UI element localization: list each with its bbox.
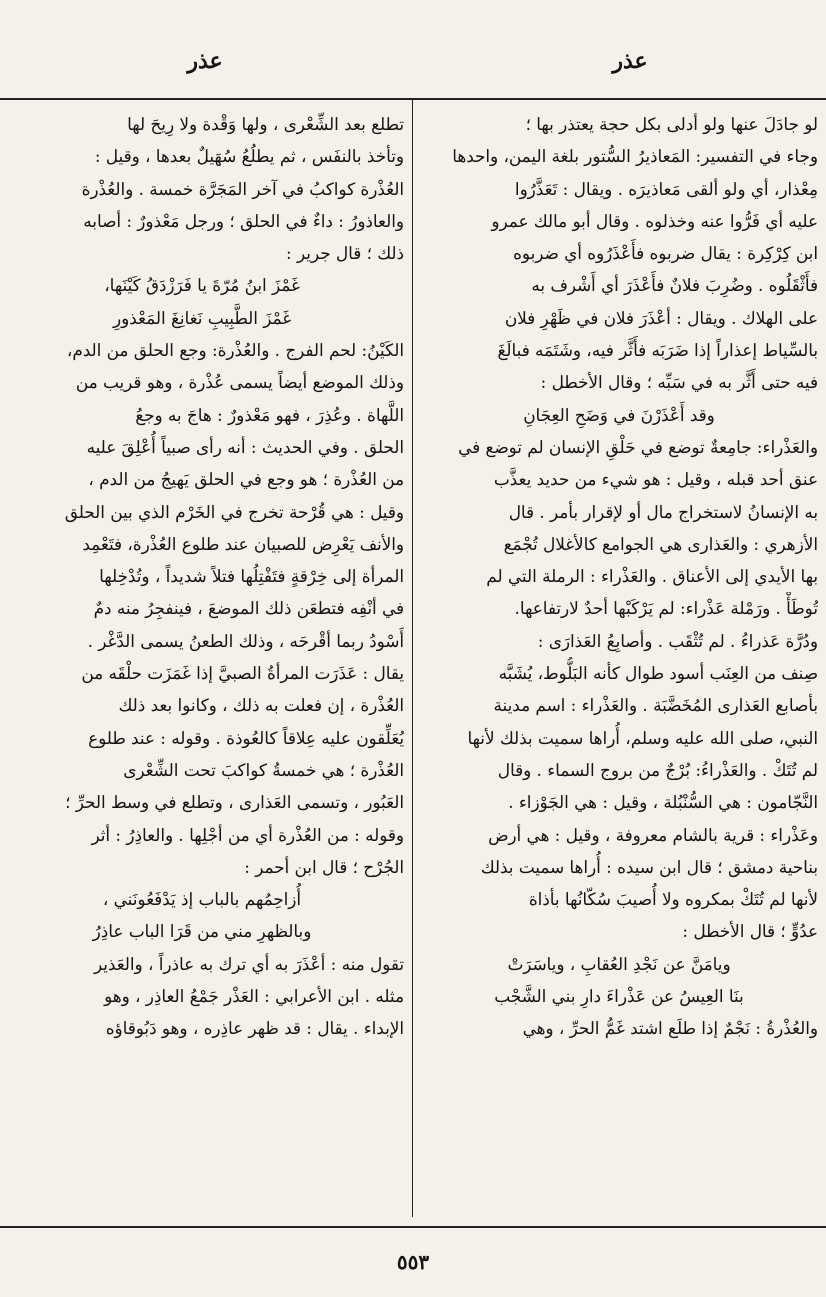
verse-line: وبالظهرِ مني من قَرَا الباب عاذِرُ — [92, 921, 312, 942]
text-line: من العُذْرة ؛ هو وجع في الحلق يَهيجُ من الدم ، — [88, 469, 404, 490]
verse-line: غَمْزَ ابنُ مُرّةَ يا فَرَزْدَقُ كَيْنَها، — [104, 275, 300, 296]
text-line: ابن كِرْكِرة : يقال ضربوه فأَعْذَرُوه أي ضربوه — [513, 243, 818, 264]
text-line: وذلك الموضع أيضاً يسمى عُذْرة ، وهو قريب من — [75, 372, 404, 393]
top-rule — [0, 98, 826, 100]
text-line: وعَذْراء : قرية بالشام معروفة ، وقيل : هي أرض — [488, 824, 818, 845]
header-word-right: عذر — [612, 48, 648, 74]
text-line: الأزهري : والعَذارى هي الجوامع كالأغلال تُجْمَع — [503, 533, 818, 554]
verse-line: أُزاحِمُهم بالباب إذ يَدْفَعُونَني ، — [102, 889, 302, 910]
text-line: أَسْودُ ربما أقْرحَه ، وذلك الطعنُ يسمى الدَّغْر . — [87, 630, 404, 651]
text-line: عليه أي فَرُّوا عنه وخذلوه . وقال أبو مالك عمرو — [491, 210, 818, 231]
text-line: النَّجّامون : هي السُّنْبُلة ، وقيل : هي الجَوْزاء . — [508, 792, 818, 813]
text-line: تطلع بعد الشِّعْرى ، ولها وَقْدة ولا رِيحَ لها — [127, 114, 404, 134]
text-line: على الهلاك . ويقال : أعْذَرَ فلان في ظَهْرِ فلان — [504, 307, 818, 328]
text-line: تقول منه : أعْذَرَ به أي ترك به عاذراً ، والعَذير — [93, 953, 404, 974]
text-line: والأنف يَعْرِض للصبيان عند طلوع العُذْرة، فتَعْمِد — [82, 533, 404, 554]
text-line: عدُوٍّ ؛ قال الأخطل : — [682, 921, 818, 942]
text-line: صِنف من العِنَب أسود طوال كأنه البَلُّوط، يُشَبَّه — [498, 663, 818, 684]
verse-line: بنَا العِيسُ عن عَذْراءَ دارِ بني الشَّجْب — [494, 986, 744, 1007]
text-line: وقيل : هي قُرْحة تخرج في الخَرْم الذي بين الحلق — [64, 501, 404, 522]
text-line: العَبُور ، وتسمى العَذارى ، وتطلع في وسط الحرِّ ؛ — [65, 792, 404, 813]
text-line: النبي، صلى الله عليه وسلم، أُراها سميت بذلك لأنها — [467, 727, 818, 748]
text-line: عنق أحد قبله ، وقيل : هو شيء من حديد يعذَّب — [493, 469, 818, 490]
text-line: العُذْرة ، إن فعلت به ذلك ، وكانوا بعد ذلك — [118, 695, 404, 716]
text-line: بالسِّياط إعذاراً إذا ضَرَبَه فأَثَّر فيه، وشَتَمَه فبالَغَ — [497, 340, 818, 361]
text-line: يقال : عَذَرَت المرأةُ الصبيَّ إذا غَمَزَت حلْقَه من — [81, 663, 404, 684]
left-column — [0, 108, 404, 1045]
text-line: المرأة إلى خِرْقةٍ فتَفْتِلُها فتلاً شديداً ، وتُدْخِلها — [99, 566, 404, 587]
text-line: يُعَلِّقون عليه عِلاقاً كالعُوذة . وقوله : عند طلوع — [88, 727, 404, 748]
verse-line: وقد أَعْذَرْنَ في وَضَحِ العِجَانِ — [523, 404, 715, 425]
text-line: لأنها لم تُتَكْ بمكروه ولا أُصيبَ سُكّانُها بأذاة — [528, 889, 818, 910]
text-line: مثله . ابن الأعرابي : العَذْر جَمْعُ العاذِر ، وهو — [104, 986, 404, 1007]
text-line: لم تُتَكْ . والعَذْراءُ: بُرْجٌ من بروج السماء . وقال — [497, 759, 818, 780]
text-line: والعُذْرةُ : نَجْمٌ إذا طلَع اشتد غَمُّ الحرِّ ، وهي — [522, 1018, 818, 1039]
text-line: وجاء في التفسير: المَعاذيرُ السُّتور بلغة اليمن، واحدها — [452, 146, 818, 167]
text-line: الكَيْنُ: لحم الفرج . والعُذْرة: وجع الحلق من الدم، — [66, 340, 404, 361]
text-line: لو جادَلَ عنها ولو أدلى بكل حجة يعتذر بها ؛ — [525, 114, 818, 134]
right-column — [420, 108, 818, 1045]
verse-line: ويامَنَّ عن نَجْدِ العُقابِ ، وياسَرَتْ — [507, 953, 731, 974]
text-line: به الإنسانُ لاستخراج مال أو لإقرار بأمر . قال — [508, 501, 818, 522]
verse-line: غَمْزَ الطَّبِيبِ نَغانِغَ المَعْذورِ — [113, 307, 291, 328]
text-line: العُذْرة ؛ هي خمسةُ كواكبَ تحت الشِّعْرى — [123, 759, 404, 780]
text-line: في أنْفِه فتطعَن ذلك الموضعَ ، فينفجِرُ منه دمٌ — [93, 598, 404, 619]
text-line: وقوله : من العُذْرة أي من أجْلِها . والعاذِرُ : أثر — [91, 824, 404, 845]
text-line: العُذْرة كواكبُ في آخر المَجَرَّة خمسة . والعُذْرة — [81, 178, 404, 199]
text-line: مِعْذار، أي ولو ألقى مَعاذيرَه . ويقال : تَعَذَّرُوا — [514, 178, 818, 199]
text-line: فيه حتى أَثَّر به في سَبِّه ؛ وقال الأخطل : — [540, 372, 818, 393]
text-line: الحلق . وفي الحديث : أنه رأى صبياً أُعْلِقَ عليه — [86, 436, 404, 457]
text-line: ودُرَّة عَذراءُ . لم تُثْقَب . وأصابِعُ العَذارَى : — [537, 630, 818, 651]
page-number: ٥٥٣ — [396, 1250, 430, 1274]
text-line: الإبداء . يقال : قد ظهر عاذِره ، وهو دَبُوقاؤه — [105, 1018, 404, 1039]
bottom-rule — [0, 1226, 826, 1228]
column-divider — [412, 100, 413, 1217]
text-line: تُوطَأْ . ورَمْلة عَذْراء: لم يَرْكَبْها أحدٌ لارتفاعها. — [514, 598, 818, 619]
text-line: بها الأيدي إلى الأعناق . والعَذْراء : الرملة التي لم — [486, 566, 818, 587]
text-line: الجُرْح ؛ قال ابن أحمر : — [244, 856, 404, 877]
text-line: اللَّهاة . وعُذِرَ ، فهو مَعْذورٌ : هاجَ به وجعُ — [135, 404, 404, 425]
text-line: ذلك ؛ قال جرير : — [286, 243, 404, 264]
text-line: وتأخذ بالنفَس ، ثم يطلُعُ سُهَيلٌ بعدها ، وقيل : — [94, 146, 404, 167]
header-word-left: عذر — [187, 48, 223, 74]
text-line: بناحية دمشق ؛ قال ابن سيده : أُراها سميت بذلك — [480, 856, 818, 877]
text-line: والعاذورُ : داءٌ في الحلق ؛ ورجل مَعْذورٌ : أصابه — [83, 210, 404, 231]
text-line: بأصابع العَذارى المُخَضَّبَة . والعَذْراء : اسم مدينة — [493, 695, 818, 716]
text-line: والعَذْراء: جامِعةٌ توضع في حَلْقِ الإنسان لم توضع في — [458, 436, 818, 457]
text-line: فأَثْقَلُوه . وضُرِبَ فلانٌ فأَعْذَرَ أي أَشْرف به — [531, 275, 818, 296]
